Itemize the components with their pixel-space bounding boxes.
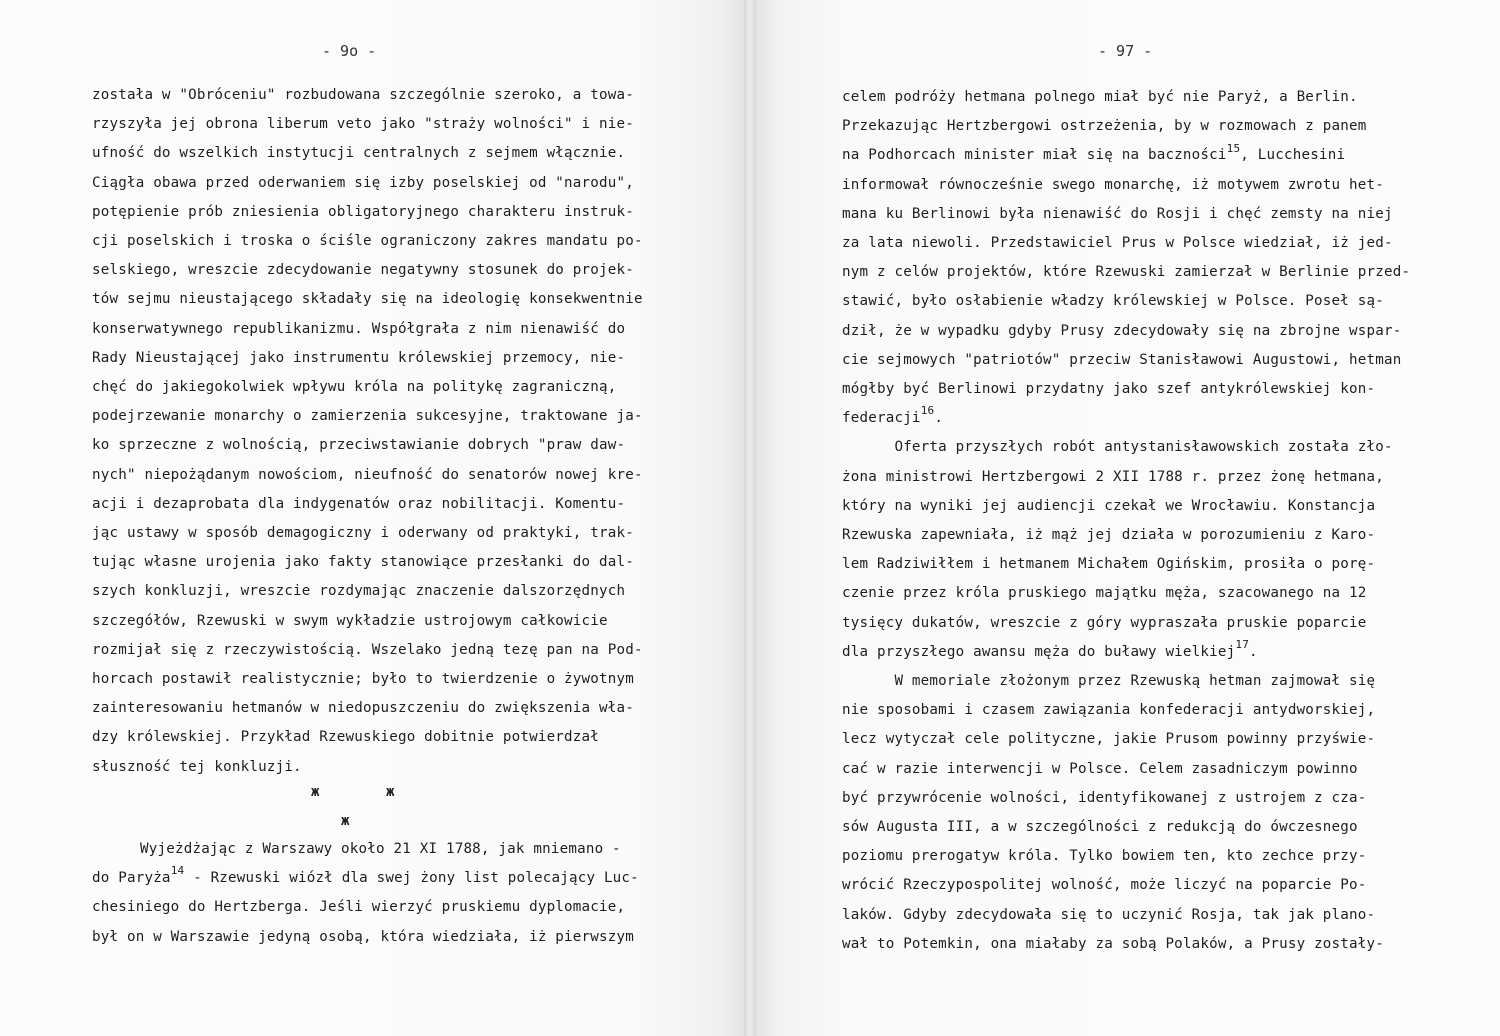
- right-page-number: - 97 -: [1098, 42, 1153, 60]
- line-text: stawić, było osłabienie władzy królewskiej w Polsce. Poseł są-: [842, 293, 1384, 310]
- text-line: [842, 322, 1401, 340]
- footnote-marker: 17: [1235, 638, 1250, 652]
- text-line: tów sejmu nieustającego składały się na ideologię konsekwentnie: [92, 291, 643, 308]
- line-text: za lata niewoli. Przedstawiciel Prus w Polsce wiedział, iż jed-: [842, 235, 1393, 251]
- line-text: Oferta przyszłych robót antystanisławowskich została zło-: [842, 439, 1393, 456]
- text-line: [842, 730, 1375, 748]
- text-line: [842, 935, 1384, 953]
- book-gutter: [744, 0, 756, 1036]
- line-text: .: [1249, 643, 1258, 660]
- text-line: [842, 847, 1367, 865]
- line-text: Przekazując Hertzbergowi ostrzeżenia, by w rozmowach z panem: [842, 118, 1367, 135]
- text-line: [842, 906, 1375, 924]
- line-text: W memoriale złożonym przez Rzewuską hetman zajmował się: [842, 673, 1376, 689]
- right-page: [756, 0, 1500, 1036]
- text-line: [140, 840, 621, 858]
- text-line: [842, 789, 1367, 807]
- line-text: laków. Gdyby zdecydowała się to uczynić Rosja, tak jak plano-: [842, 906, 1376, 923]
- text-line: zainteresowaniu hetmanów w niedopuszczeniu do zwiększenia wła-: [92, 700, 634, 717]
- text-line: [842, 760, 1358, 778]
- text-line: słuszność tej konkluzji.: [92, 758, 302, 775]
- line-text: , Lucchesini: [1240, 147, 1346, 164]
- line-text: być przywrócenie wolności, identyfikowanej z ustrojem z cza-: [842, 789, 1367, 806]
- line-text: chesiniego do Hertzberga. Jeśli wierzyć pruskiemu dyplomacie,: [92, 899, 626, 916]
- text-line: [92, 898, 625, 916]
- text-line: [842, 176, 1384, 194]
- text-line: [842, 614, 1367, 632]
- line-text: mana ku Berlinowi była nienawiść do Rosji i chęć zemsty na niej: [842, 205, 1393, 222]
- line-text: informował równocześnie swego monarchę, iż motywem zwrotu het-: [842, 176, 1384, 193]
- text-line: rzyszyła jej obrona liberum veto jako "straży wolności" i nie-: [92, 116, 634, 133]
- text-line: chęć do jakiegokolwiek wpływu króla na politykę zagraniczną,: [92, 379, 617, 395]
- left-page-number: - 9o -: [322, 42, 377, 60]
- line-text: .: [934, 410, 944, 427]
- text-line: [842, 88, 1358, 106]
- text-line: [842, 141, 1346, 164]
- footnote-marker: 15: [1226, 141, 1241, 155]
- text-line: [842, 468, 1384, 486]
- text-line: [842, 351, 1401, 369]
- line-text: dził, że w wypadku gdyby Prusy zdecydowały się na zbrojne wspar-: [842, 322, 1402, 339]
- text-line: ufność do wszelkich instytucji centralnych z sejmem włącznie.: [92, 145, 626, 162]
- line-text: Rzewuska zapewniała, iż mąż jej działa w porozumieniu z Karo-: [842, 527, 1376, 543]
- section-separator-star: ж: [386, 784, 395, 800]
- text-line: dzy królewskiej. Przykład Rzewuskiego dobitnie potwierdzał: [92, 729, 600, 746]
- text-line: [842, 638, 1258, 661]
- line-text: poziomu prerogatyw króla. Tylko bowiem ten, kto zechce przy-: [842, 848, 1367, 865]
- line-text: celem podróży hetmana polnego miał być nie Paryż, a Berlin.: [842, 89, 1358, 105]
- line-text: mógłby być Berlinowi przydatny jako szef antykrólewskiej kon-: [842, 381, 1376, 397]
- line-text: był on w Warszawie jedyną osobą, która wiedziała, iż pierwszym: [92, 928, 634, 945]
- line-text: dla przyszłego awansu męża do buławy wielkiej: [842, 643, 1236, 660]
- line-text: sów Augusta III, a w szczególności z redukcją do ówczesnego: [842, 819, 1358, 835]
- line-text: lem Radziwiłłem i hetmanem Michałem Ogińskim, prosiła o porę-: [842, 556, 1376, 573]
- text-line: [842, 292, 1384, 310]
- text-line: podejrzewanie monarchy o zamierzenia sukcesyjne, traktowane ja-: [92, 408, 643, 425]
- text-line: [842, 380, 1375, 398]
- text-line: [842, 117, 1367, 135]
- line-text: - Rzewuski wiózł dla swej żony list polecający Luc-: [184, 870, 639, 887]
- left-page: [0, 0, 744, 1036]
- text-line: [92, 928, 634, 946]
- text-line: [842, 672, 1375, 690]
- text-line: Ciągła obawa przed oderwaniem się izby poselskiej od "narodu",: [92, 174, 634, 191]
- line-text: wał to Potemkin, ona miałaby za sobą Polaków, a Prusy zostały-: [842, 935, 1384, 952]
- text-line: [842, 818, 1358, 836]
- text-line: [842, 555, 1375, 573]
- line-text: wrócić Rzeczypospolitej wolność, może liczyć na poparcie Po-: [842, 877, 1367, 894]
- text-line: jąc ustawy w sposób demagogiczny i oderwany od praktyki, trak-: [92, 525, 634, 541]
- text-line: [842, 438, 1393, 456]
- text-line: potępienie prób zniesienia obligatoryjnego charakteru instruk-: [92, 203, 634, 220]
- text-line: [92, 864, 639, 887]
- text-line: nych" niepożądanym nowościom, nieufność do senatorów nowej kre-: [92, 466, 643, 483]
- text-line: [842, 205, 1393, 223]
- line-text: cać w razie interwencji w Polsce. Celem zasadniczym powinno: [842, 760, 1358, 777]
- footnote-marker: 16: [920, 404, 935, 418]
- line-text: do Paryża: [92, 870, 171, 887]
- text-line: rozmijał się z rzeczywistością. Wszelako jedną tezę pan na Pod-: [92, 641, 643, 658]
- footnote-marker: 14: [170, 864, 185, 878]
- text-line: [842, 497, 1375, 515]
- text-line: została w "Obróceniu" rozbudowana szczególnie szeroko, a towa-: [92, 87, 634, 103]
- text-line: cji poselskich i troska o ściśle ograniczony zakres mandatu po-: [92, 233, 643, 249]
- text-line: [842, 584, 1367, 602]
- text-line: horcach postawił realistycznie; było to twierdzenie o żywotnym: [92, 671, 634, 687]
- text-line: szczegółów, Rzewuski w swym wykładzie ustrojowym całkowicie: [92, 612, 608, 629]
- text-line: acji i dezaprobata dla indygenatów oraz nobilitacji. Komentu-: [92, 495, 626, 512]
- section-separator-star: ж: [341, 813, 350, 829]
- text-line: tując własne urojenia jako fakty stanowiące przesłanki do dal-: [92, 554, 634, 571]
- text-line: [842, 263, 1410, 281]
- text-line: Rady Nieustającej jako instrumentu królewskiej przemocy, nie-: [92, 349, 626, 366]
- line-text: żona ministrowi Hertzbergowi 2 XII 1788 r. przez żonę hetmana,: [842, 468, 1384, 485]
- text-line: selskiego, wreszcie zdecydowanie negatywny stosunek do projek-: [92, 262, 634, 279]
- line-text: nym z celów projektów, które Rzewuski zamierzał w Berlinie przed-: [842, 264, 1411, 281]
- text-line: ko sprzeczne z wolnością, przeciwstawianie dobrych "praw daw-: [92, 437, 626, 454]
- text-line: [842, 526, 1375, 544]
- line-text: nie sposobami i czasem zawiązania konfederacji antydworskiej,: [842, 702, 1376, 719]
- line-text: cie sejmowych "patriotów" przeciw Stanisławowi Augustowi, hetman: [842, 351, 1402, 368]
- text-line: konserwatywnego republikanizmu. Współgrała z nim nienawiść do: [92, 320, 626, 337]
- text-line: [842, 404, 944, 427]
- line-text: czenie przez króla pruskiego majątku męża, szacowanego na 12: [842, 585, 1367, 602]
- line-text: który na wyniki jej audiencji czekał we Wrocławiu. Konstancja: [842, 497, 1376, 514]
- line-text: Wyjeżdżając z Warszawy około 21 XI 1788, jak mniemano -: [140, 841, 621, 857]
- text-line: [842, 701, 1375, 719]
- line-text: lecz wytyczał cele polityczne, jakie Prusom powinny przyświe-: [842, 731, 1376, 748]
- line-text: na Podhorcach minister miał się na baczności: [842, 147, 1227, 164]
- line-text: tysięcy dukatów, wreszcie z góry wypraszała pruskie poparcie: [842, 614, 1367, 631]
- text-line: [842, 876, 1367, 894]
- section-separator-star: ж: [311, 784, 320, 800]
- text-line: szych konkluzji, wreszcie rozdymając znaczenie dalszorzędnych: [92, 583, 626, 600]
- text-line: [842, 234, 1393, 252]
- line-text: federacji: [842, 410, 921, 427]
